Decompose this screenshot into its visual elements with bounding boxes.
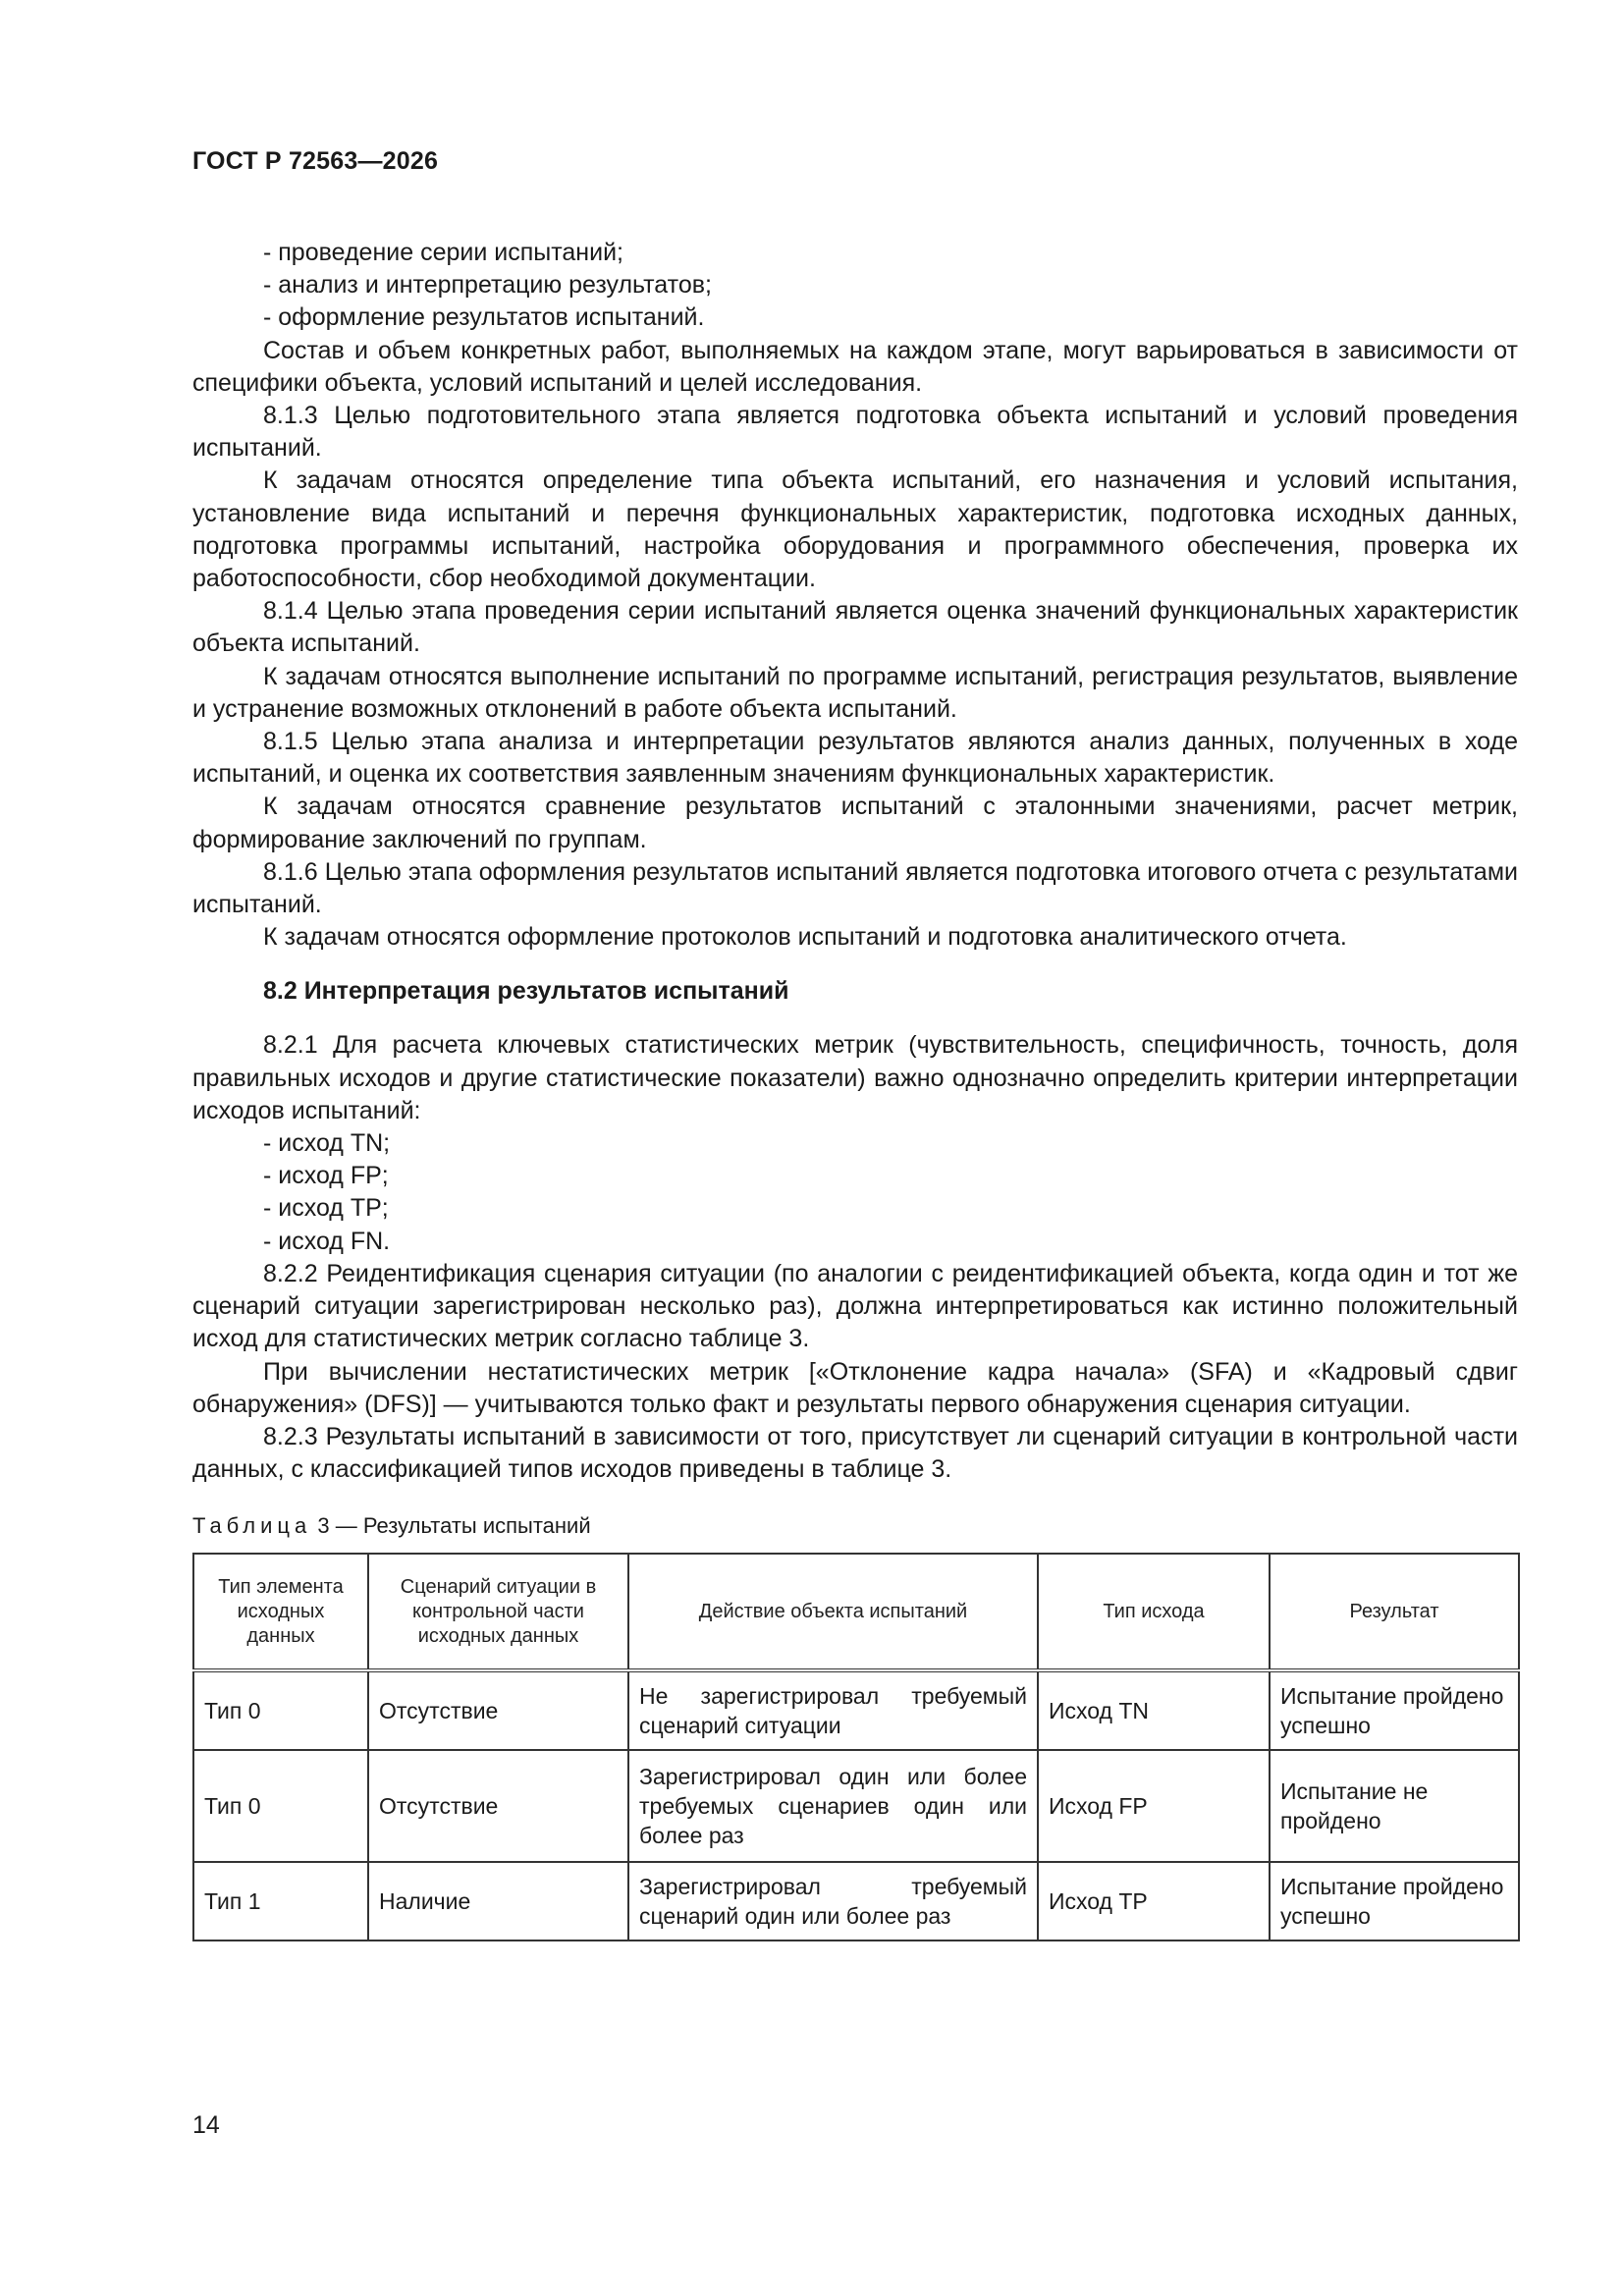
list-item: - исход TN; [263,1129,391,1158]
list-item: - проведение серии испытаний; [263,239,623,266]
table-cell: Исход TP [1038,1862,1270,1941]
paragraph: 8.1.6 Целью этапа оформления результатов испытаний является подготовка итогового отчета с результатами испытаний. [192,857,1518,919]
results-table [192,1553,1520,1941]
paragraph: К задачам относятся оформление протоколов испытаний и подготовка аналитического отчета. [263,923,1347,952]
table-cell: Исход TN [1038,1670,1270,1750]
table-cell: Зарегистрировал требуемый сценарий один или более раз [628,1862,1038,1941]
column-header-result: Результат [1270,1554,1519,1670]
table-cell: Не зарегистрировал требуемый сценарий ситуации [628,1670,1038,1750]
table-cell: Тип 0 [193,1670,368,1750]
table-row [193,1862,1519,1941]
body-text-bottom [192,1029,1518,1486]
paragraph: 8.1.5 Целью этапа анализа и интерпретации результатов являются анализ данных, полученных в ходе испытаний, и оценка их соответствия заявленным значениям функциональных характеристик. [192,728,1518,789]
table-caption-label: Таблица [192,1513,312,1539]
list-item: - анализ и интерпретацию результатов; [263,271,712,300]
table-cell: Тип 0 [193,1750,368,1862]
paragraph: 8.2.3 Результаты испытаний в зависимости от того, присутствует ли сценарий ситуации в контрольной части данных, с классификацией типов исходов приведены в таблице 3. [192,1422,1518,1484]
column-header-outcome-type: Тип исхода [1038,1554,1270,1670]
column-header-action: Действие объекта испытаний [628,1554,1038,1670]
list-item: - исход FP; [263,1162,389,1190]
table-row [193,1750,1519,1862]
table-caption-title: 3 — Результаты испытаний [317,1513,591,1539]
table-cell: Исход FP [1038,1750,1270,1862]
table-cell: Наличие [368,1862,628,1941]
table-caption [192,1513,1518,1539]
column-header-element-type: Тип элемента исходных данных [193,1554,368,1670]
paragraph: 8.1.4 Целью этапа проведения серии испытаний является оценка значений функциональных характеристик объекта испытаний. [192,597,1518,658]
table-cell: Испытание пройдено успешно [1270,1862,1519,1941]
table-cell: Отсутствие [368,1670,628,1750]
table-header-row [193,1554,1519,1670]
standard-header: ГОСТ Р 72563—2026 [192,147,439,175]
table-cell: Тип 1 [193,1862,368,1941]
table-row [193,1670,1519,1750]
table-cell: Зарегистрировал один или более требуемых сценариев один или более раз [628,1750,1038,1862]
table-cell: Испытание не пройдено [1270,1750,1519,1862]
section-heading: 8.2 Интерпретация результатов испытаний [263,977,789,1006]
paragraph: 8.2.2 Реидентификация сценария ситуации (по аналогии с реидентификацией объекта, когда один и тот же сценарий ситуации зарегистрирован несколько раз), должна интерпретироваться как истинно положительный исход для статистических метрик согласно таблице 3. [192,1259,1518,1353]
paragraph: При вычислении нестатистических метрик [«Отклонение кадра начала» (SFA) и «Кадровый сдвиг обнаружения» (DFS)] — учитываются только факт и результаты первого обнаружения сценария ситуации. [192,1357,1518,1418]
table-cell: Испытание пройдено успешно [1270,1670,1519,1750]
paragraph: К задачам относятся определение типа объекта испытаний, его назначения и условий испытания, установление вида испытаний и перечня функциональных характеристик, подготовка исходных данных, подготовка программы испытаний, настройка оборудования и программного обеспечения, проверка их работоспособности, сбор необходимой документации. [192,466,1518,593]
paragraph: 8.2.1 Для расчета ключевых статистических метрик (чувствительность, специфичность, точность, доля правильных исходов и другие статистические показатели) важно однозначно определить критерии интерпретации исходов испытаний: [192,1031,1518,1124]
list-item: - исход TP; [263,1194,389,1223]
paragraph: К задачам относятся сравнение результатов испытаний с эталонными значениями, расчет метрик, формирование заключений по группам. [192,793,1518,853]
list-item: - исход FN. [263,1227,391,1255]
document-page [192,147,1518,1941]
body-text-top [192,237,1518,954]
table-cell: Отсутствие [368,1750,628,1862]
column-header-scenario: Сценарий ситуации в контрольной части исходных данных [368,1554,628,1670]
page-number: 14 [192,2111,220,2139]
list-item: - оформление результатов испытаний. [263,303,705,332]
paragraph: Состав и объем конкретных работ, выполняемых на каждом этапе, могут варьироваться в зависимости от специфики объекта, условий испытаний и целей исследования. [192,336,1518,397]
paragraph: 8.1.3 Целью подготовительного этапа является подготовка объекта испытаний и условий проведения испытаний. [192,402,1518,463]
paragraph: К задачам относятся выполнение испытаний по программе испытаний, регистрация результатов, выявление и устранение возможных отклонений в работе объекта испытаний. [192,662,1518,723]
